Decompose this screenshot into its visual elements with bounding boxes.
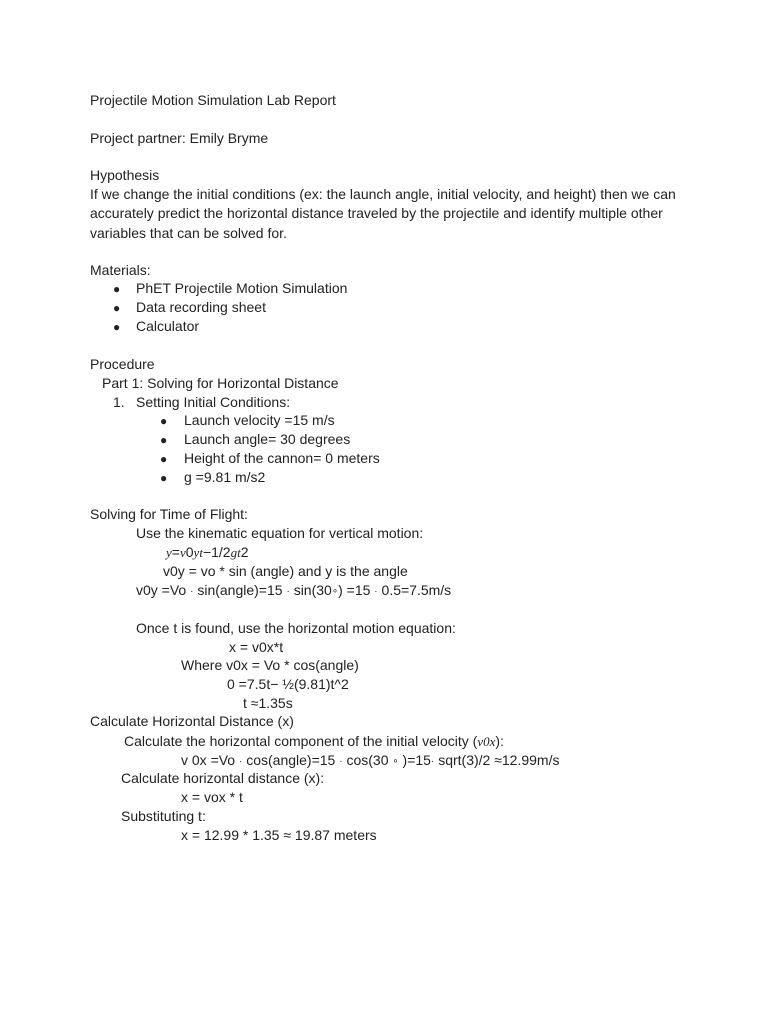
- hypothesis-text: If we change the initial conditions (ex: the launch angle, initial velocity, and height) then we can accurately predict the horizontal distance traveled by the projectile and identify multiple other variables that can be solved for.: [90, 186, 676, 241]
- horizontal-component-text: [124, 732, 504, 751]
- horizontal-distance-heading: Calculate Horizontal Distance (x): [90, 713, 294, 729]
- time-of-flight-heading: Solving for Time of Flight:: [90, 506, 248, 522]
- project-partner: Project partner: Emily Bryme: [90, 130, 269, 146]
- eq-part: =: [171, 544, 180, 560]
- distance-formula: x = vox * t: [181, 789, 243, 805]
- distance-result: x = 12.99 * 1.35 ≈ 19.87 meters: [181, 827, 377, 843]
- calc-part: 0.5=7.5m/s: [381, 582, 452, 598]
- eq-part: v: [179, 545, 186, 560]
- horizontal-equation: x = v0x*t: [229, 639, 284, 655]
- calc-part: cos(30: [346, 752, 389, 768]
- dot-operator: ·: [238, 756, 243, 767]
- calc-part: v 0x =Vo: [181, 752, 236, 768]
- bullet-icon: ●: [113, 320, 121, 334]
- condition-item: g =9.81 m/s2: [184, 469, 266, 485]
- bullet-icon: ●: [160, 414, 168, 428]
- v0y-definition: v0y = vo * sin (angle) and y is the angle: [163, 563, 408, 579]
- material-item: PhET Projectile Motion Simulation: [136, 280, 348, 296]
- text-part: ):: [495, 733, 504, 749]
- calc-part: )=15: [402, 752, 431, 768]
- dot-operator: ·: [286, 586, 290, 597]
- dot-operator: ·: [339, 756, 343, 767]
- calc-part: cos(angle)=15: [246, 752, 336, 768]
- materials-heading: Materials:: [90, 262, 151, 278]
- eq-part: gt: [230, 545, 241, 560]
- bullet-icon: ●: [160, 452, 168, 466]
- v0x-calculation: [181, 751, 560, 771]
- degree-symbol: ∘: [331, 586, 339, 597]
- bullet-icon: ●: [113, 301, 121, 315]
- variable-v0x: v0x: [477, 734, 496, 749]
- bullet-icon: ●: [160, 471, 168, 485]
- material-item: Calculator: [136, 318, 200, 334]
- calc-part: sqrt(3)/2 ≈12.99m/s: [438, 752, 560, 768]
- calc-part: ) =15: [338, 582, 371, 598]
- eq-part: yt: [193, 545, 203, 560]
- calc-part: sin(angle)=15: [197, 582, 283, 598]
- condition-item: Launch velocity =15 m/s: [184, 412, 335, 428]
- procedure-heading: Procedure: [90, 356, 155, 372]
- eq-part: y: [166, 545, 172, 560]
- condition-item: Launch angle= 30 degrees: [184, 431, 351, 447]
- v0y-calculation: [136, 581, 451, 601]
- time-result: t ≈1.35s: [243, 695, 293, 711]
- dot-operator: ·: [430, 756, 435, 767]
- dot-operator: ·: [190, 586, 194, 597]
- procedure-part1: Part 1: Solving for Horizontal Distance: [102, 375, 339, 391]
- eq-part: −1/2: [202, 544, 231, 560]
- calc-part: v0y =Vo: [136, 582, 187, 598]
- once-t-found-text: Once t is found, use the horizontal motion equation:: [136, 620, 456, 636]
- degree-symbol: ∘: [392, 756, 399, 767]
- eq-part: 0: [185, 544, 194, 560]
- eq-part: 2: [240, 544, 249, 560]
- condition-item: Height of the cannon= 0 meters: [184, 450, 380, 466]
- v0x-definition: Where v0x = Vo * cos(angle): [181, 657, 359, 673]
- bullet-icon: ●: [160, 433, 168, 447]
- report-title: Projectile Motion Simulation Lab Report: [90, 92, 336, 108]
- substituting-text: Substituting t:: [121, 808, 206, 824]
- material-item: Data recording sheet: [136, 299, 266, 315]
- calc-part: sin(30: [293, 582, 332, 598]
- step1-text: Setting Initial Conditions:: [136, 394, 291, 410]
- kinematic-equation: [166, 543, 249, 562]
- calc-distance-text: Calculate horizontal distance (x):: [121, 770, 325, 786]
- use-kinematic-text: Use the kinematic equation for vertical motion:: [136, 525, 424, 541]
- step-number: 1.: [113, 394, 125, 410]
- quadratic-equation: 0 =7.5t− ½(9.81)t^2: [227, 676, 349, 692]
- dot-operator: ·: [374, 586, 378, 597]
- hypothesis-heading: Hypothesis: [90, 167, 160, 183]
- bullet-icon: ●: [113, 282, 121, 296]
- text-part: Calculate the horizontal component of the initial velocity (: [124, 733, 478, 749]
